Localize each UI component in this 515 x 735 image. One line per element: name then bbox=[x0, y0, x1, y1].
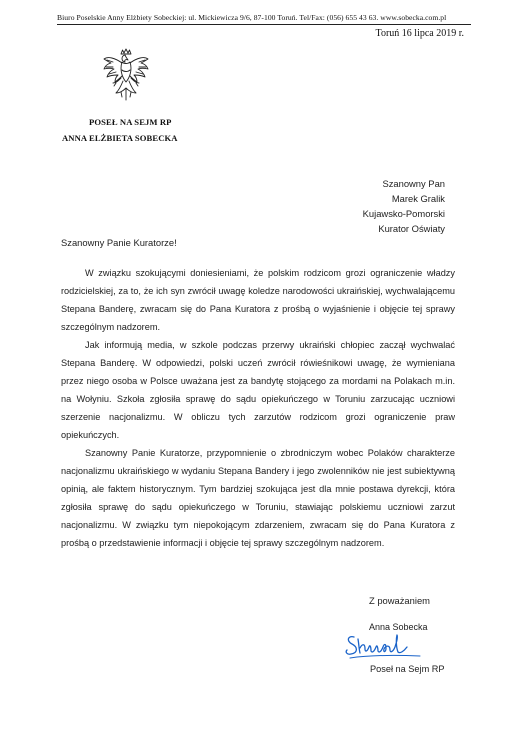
signer-title: Poseł na Sejm RP bbox=[370, 664, 445, 674]
recipient-line: Marek Gralik bbox=[391, 193, 445, 204]
closing-greeting: Z poważaniem bbox=[369, 595, 430, 606]
recipient-line: Szanowny Pan bbox=[382, 178, 445, 189]
body-paragraph: Szanowny Panie Kuratorze, przypomnienie o zbrodniczym wobec Polaków charakterze nacjonalizmu ukraińskiego w wydaniu Stepana Bandery i jego zwolenników nie jest subiektywną opinią, ale faktem historycznym. Tym bardziej szokująca jest dla mnie postawa dyrekcji, która zgłosiła sprawę do sądu opiekuńczego w Toruniu, stawiając polskiemu uczniowi zarzut nacjonalizmu. W związku tym niepokojącym zdarzeniem, zwracam się do Pana Kuratora z prośbą o przedstawienie informacji i objęcie tej sprawy szczególnym nadzorem. bbox=[61, 448, 455, 548]
signer-name: Anna Sobecka bbox=[369, 622, 428, 632]
salutation: Szanowny Panie Kuratorze! bbox=[61, 237, 177, 248]
recipient-block bbox=[363, 176, 445, 236]
sender-name: ANNA ELŻBIETA SOBECKA bbox=[62, 133, 178, 143]
sender-office: POSEŁ NA SEJM RP bbox=[89, 117, 172, 127]
recipient-line: Kujawsko-Pomorski bbox=[362, 208, 445, 219]
polish-eagle-icon bbox=[101, 48, 151, 104]
letter-date: Toruń 16 lipca 2019 r. bbox=[375, 28, 464, 39]
body-paragraph: Jak informują media, w szkole podczas przerwy ukraiński chłopiec zaczął wychwalać Stepana Banderę. W odpowiedzi, polski uczeń zwrócił rówieśnikowi uwagę, że wymieniana przez niego osoba w Polsce uważana jest za bandytę stojącego za mordami na Polakach m.in. na Wołyniu. Szkoła zgłosiła sprawę do sądu opiekuńczego w Toruniu zarzucając uczniowi szerzenie nacjonalizmu. W obliczu tych zarzutów rodzicom grozi ograniczenie praw opiekuńczych. bbox=[61, 340, 455, 440]
body-paragraph: W związku szokującymi doniesieniami, że polskim rodzicom grozi ograniczenie władzy rodzicielskiej, za to, że ich syn zwrócił uwagę koledze narodowości ukraińskiej, wychwalającemu Stepana Banderę, zwracam się do Pana Kuratora z prośbą o wyjaśnienie i objęcie tej sprawy szczególnym nadzorem. bbox=[61, 268, 455, 332]
letterhead-divider bbox=[57, 24, 471, 25]
letterhead-contact: Biuro Poselskie Anny Elżbiety Sobeckiej: ul. Mickiewicza 9/6, 87-100 Toruń. Tel/Fax: (056) 655 43 63. www.sobecka.com.pl bbox=[57, 13, 447, 22]
handwritten-signature bbox=[340, 625, 440, 665]
recipient-line: Kurator Oświaty bbox=[378, 223, 445, 234]
